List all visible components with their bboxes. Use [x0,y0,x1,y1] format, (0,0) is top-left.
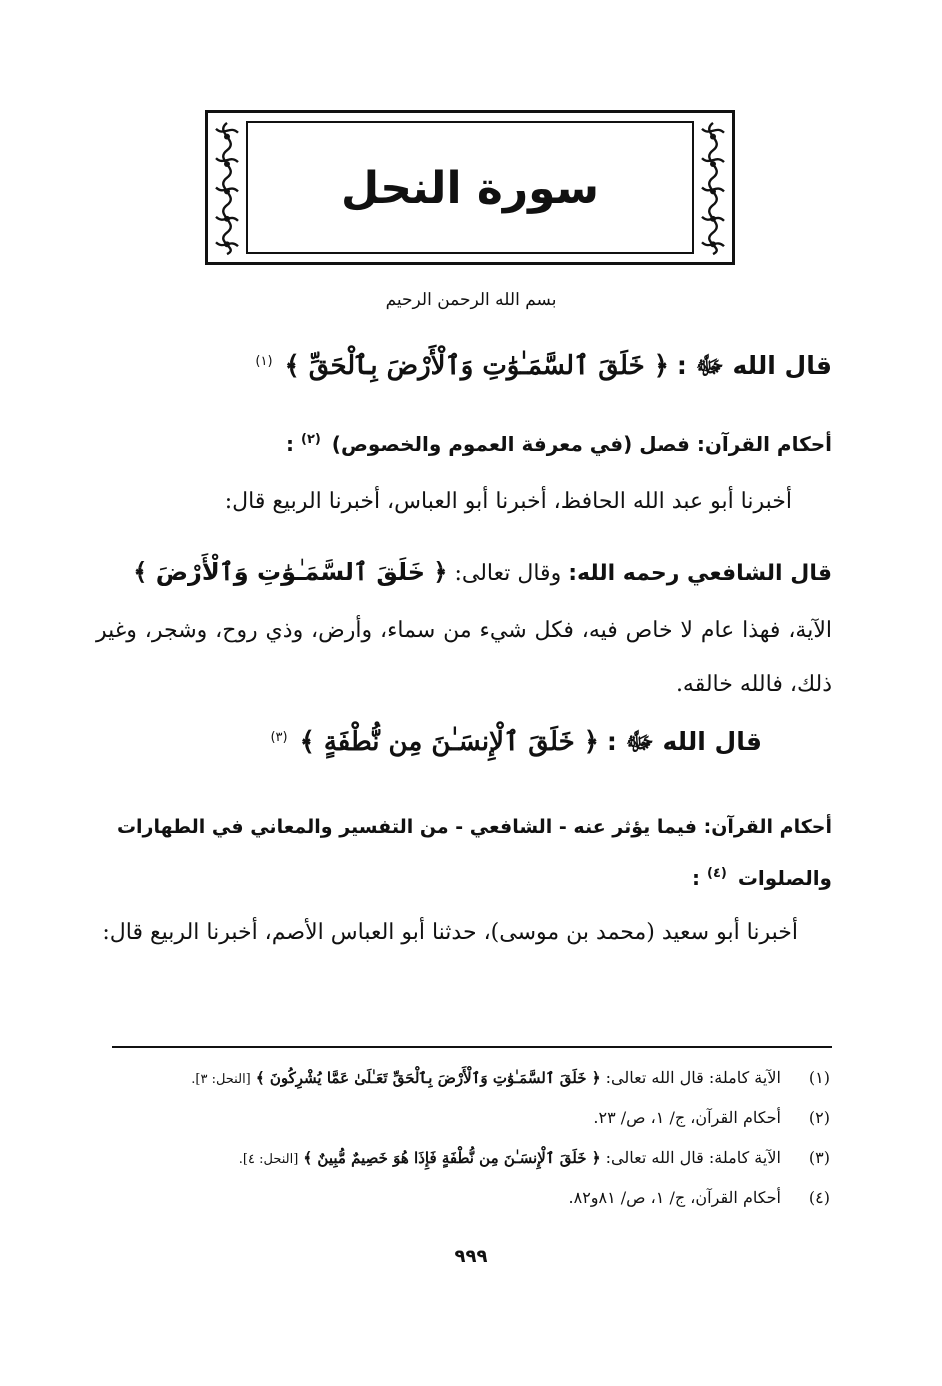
footnote-3 [100,1148,830,1167]
footnote-ref-1: (١) [255,353,273,369]
title-frame-inner [246,121,694,254]
heading-1-colon: : [286,432,295,456]
footnote-2 [100,1108,830,1127]
footnote-1-ayah: ﴿ خَلَقَ ٱلسَّمَـٰوَٰتِ وَٱلْأَرْضَ بِٱلْحَقِّ تَعَـٰلَىٰ عَمَّا يُشْرِكُونَ ﴾ [255,1069,601,1087]
surah-title: سورة النحل [340,163,600,214]
paragraph-2-speaker: قال الشافعي رحمه الله: [568,561,832,586]
footnote-4-number: (٤) [808,1188,830,1207]
footnote-1-lead: الآية كاملة: قال الله تعالى: [605,1068,781,1087]
footnote-3-lead: الآية كاملة: قال الله تعالى: [605,1148,781,1167]
footnote-ref-2: (٢) [300,432,321,448]
heading-1-text: أحكام القرآن: فصل (في معرفة العموم والخصوص) [331,432,832,456]
page-number: ٩٩٩ [454,1246,488,1267]
ornament-left-icon [210,119,244,256]
verse-1-ayah: ﴿ خَلَقَ ٱلسَّمَـٰوَٰتِ وَٱلْأَرْضَ بِٱلْحَقِّ ﴾ [284,351,669,381]
basmala: بسم الله الرحمن الرحيم [385,290,557,310]
footnote-3-ayah: ﴿ خَلَقَ ٱلْإِنسَـٰنَ مِن نُّطْفَةٍ فَإِذَا هُوَ خَصِيمٌ مُّبِينٌ ﴾ [303,1149,601,1167]
heading-2-colon: : [692,866,701,890]
footnote-3-source: [النحل: ٤]. [238,1152,299,1167]
footnote-1 [100,1068,830,1087]
verse-2-speaker: قال الله ﷻ : [606,727,762,756]
ornament-right-icon [696,119,730,256]
footnote-2-number: (٢) [808,1108,830,1127]
heading-1 [110,432,832,456]
verse-2-ayah: ﴿ خَلَقَ ٱلْإِنسَـٰنَ مِن نُّطْفَةٍ ﴾ [299,727,599,757]
heading-2-text: والصلوات [737,866,832,890]
title-frame [205,110,735,265]
footnote-ref-4: (٤) [707,866,727,882]
footnote-2-lead: أحكام القرآن، ج/ ١، ص/ ٢٣. [593,1108,781,1127]
paragraph-3: الآية، فهذا عام لا خاص فيه، فكل شيء من سماء، وأرض، وذي روح، وشجر، وغير ذلك، فالله خالقه. [96,618,832,697]
heading-2-line-1: أحكام القرآن: فيما يؤثر عنه - الشافعي - من التفسير والمعاني في الطهارات [116,816,832,838]
footnote-3-number: (٣) [808,1148,830,1167]
verse-1-speaker: قال الله ﷻ : [676,351,832,380]
paragraph-2-ayah: ﴿ خَلَقَ ٱلسَّمَـٰوَٰتِ وَٱلْأَرْضَ ﴾ [133,558,448,586]
paragraph-1: أخبرنا أبو عبد الله الحافظ، أخبرنا أبو العباس، أخبرنا الربيع قال: [224,489,792,514]
footnote-4 [100,1188,830,1207]
verse-2 [110,726,762,763]
verse-1 [110,350,832,387]
paragraph-4: أخبرنا أبو سعيد (محمد بن موسى)، حدثنا أبو العباس الأصم، أخبرنا الربيع قال: [102,920,798,945]
footnote-separator [112,1046,832,1048]
footnote-1-source: [النحل: ٣]. [191,1072,251,1087]
footnote-ref-3: (٣) [270,729,288,745]
paragraph-2 [110,545,832,601]
footnote-4-lead: أحكام القرآن، ج/ ١، ص/ ٨١و٨٢. [568,1188,781,1207]
heading-2-line-2 [110,866,832,890]
footnote-1-number: (١) [808,1068,830,1087]
paragraph-2-text: وقال تعالى: [454,561,562,586]
